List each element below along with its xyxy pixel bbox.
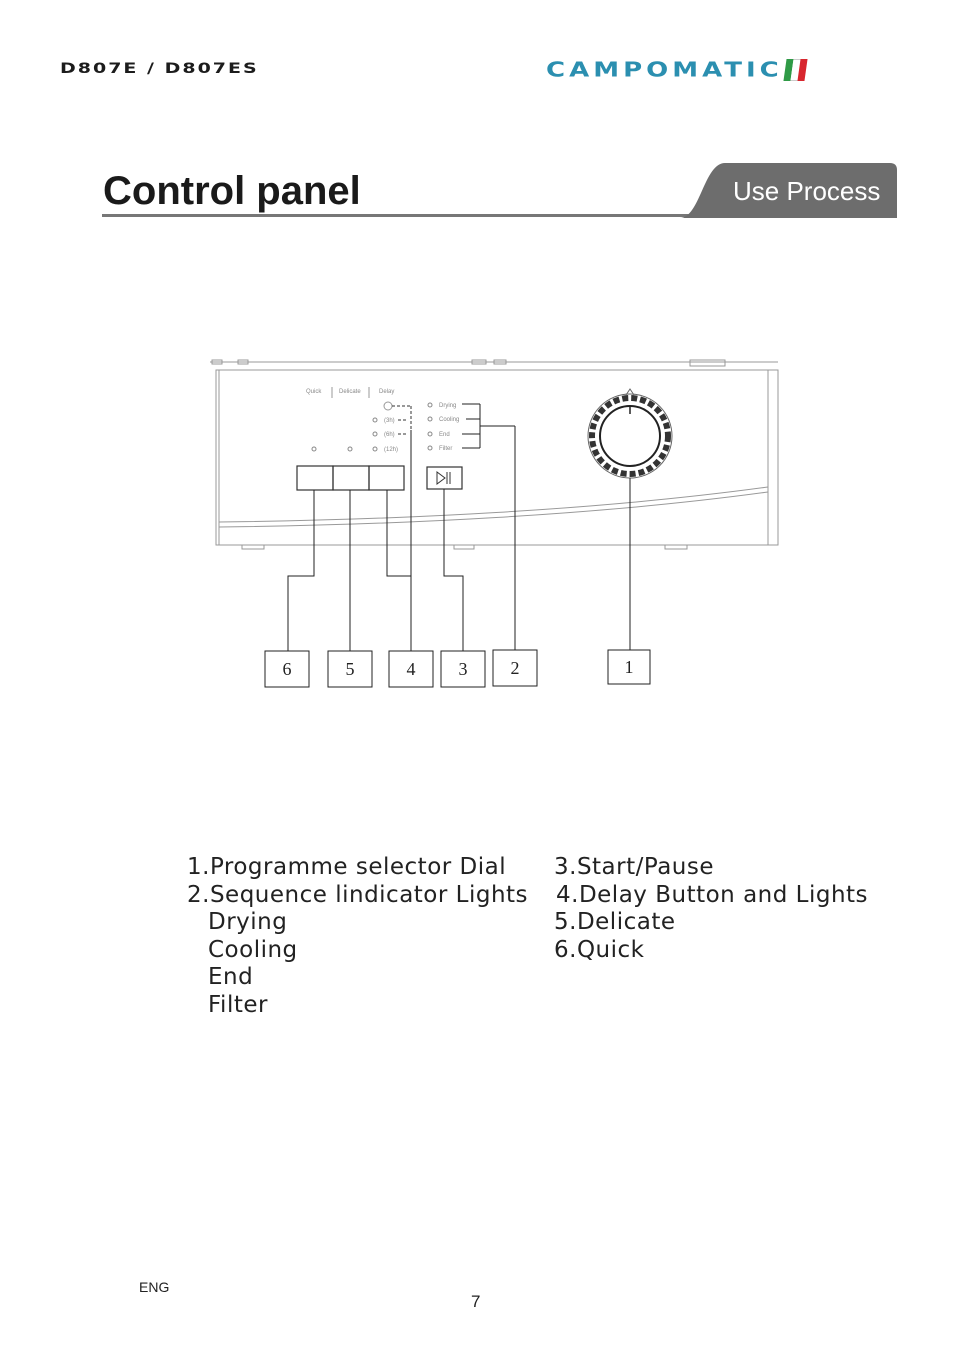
legend-item-start-pause: 3.Start/Pause xyxy=(554,854,715,880)
callout-1: 1 xyxy=(624,657,634,677)
callout-5: 5 xyxy=(345,659,355,679)
drying-label: Drying xyxy=(439,403,457,409)
legend-right xyxy=(554,854,868,964)
delay-option-12h: (12h) xyxy=(384,447,399,453)
legend-item-end: End xyxy=(208,964,254,990)
delay-12h-light xyxy=(373,447,377,451)
callout-6: 6 xyxy=(282,659,292,679)
delay-6h-light xyxy=(373,432,377,436)
programme-selector-dial xyxy=(588,389,672,478)
end-label: End xyxy=(439,432,450,438)
legend-item-filter: Filter xyxy=(208,991,268,1018)
legend-item-delay: 4.Delay Button and Lights xyxy=(556,881,869,908)
cooling-light xyxy=(428,417,432,421)
delicate-button xyxy=(333,466,369,490)
legend-item-dial: 1.Programme selector Dial xyxy=(187,854,507,880)
quick-light xyxy=(312,447,316,451)
callout-2: 2 xyxy=(510,658,520,678)
play-pause-icon xyxy=(437,472,450,484)
legend-left xyxy=(187,854,528,1019)
section-tab-label: Use Process xyxy=(733,176,881,206)
delay-3h-light xyxy=(373,418,377,422)
legend-item-delicate: 5.Delicate xyxy=(554,909,676,935)
delicate-light xyxy=(348,447,352,451)
page-number: 7 xyxy=(471,1292,481,1311)
callout-4: 4 xyxy=(406,659,416,679)
delay-button xyxy=(369,466,404,490)
delay-option-6h: (6h) xyxy=(384,432,395,438)
legend-item-quick: 6.Quick xyxy=(554,936,645,963)
legend-item-cooling: Cooling xyxy=(208,936,298,963)
filter-light xyxy=(428,446,432,450)
callout-3: 3 xyxy=(458,659,468,679)
language-code: ENG xyxy=(139,1279,170,1295)
delicate-label: Delicate xyxy=(339,389,361,395)
delay-label: Delay xyxy=(379,389,395,395)
end-light xyxy=(428,432,432,436)
legend-item-drying: Drying xyxy=(208,909,288,935)
delay-option-3h: (3h) xyxy=(384,418,395,424)
quick-button xyxy=(297,466,333,490)
page-title: Control panel xyxy=(103,169,361,213)
drying-light xyxy=(428,403,432,407)
filter-label: Filter xyxy=(439,446,453,452)
brand-name: CAMPOMATIC xyxy=(546,58,783,82)
model-number: D807E / D807ES xyxy=(60,60,259,77)
cooling-label: Cooling xyxy=(439,417,460,423)
quick-label: Quick xyxy=(306,389,322,395)
legend-item-sequence: 2.Sequence lindicator Lights xyxy=(187,881,529,908)
